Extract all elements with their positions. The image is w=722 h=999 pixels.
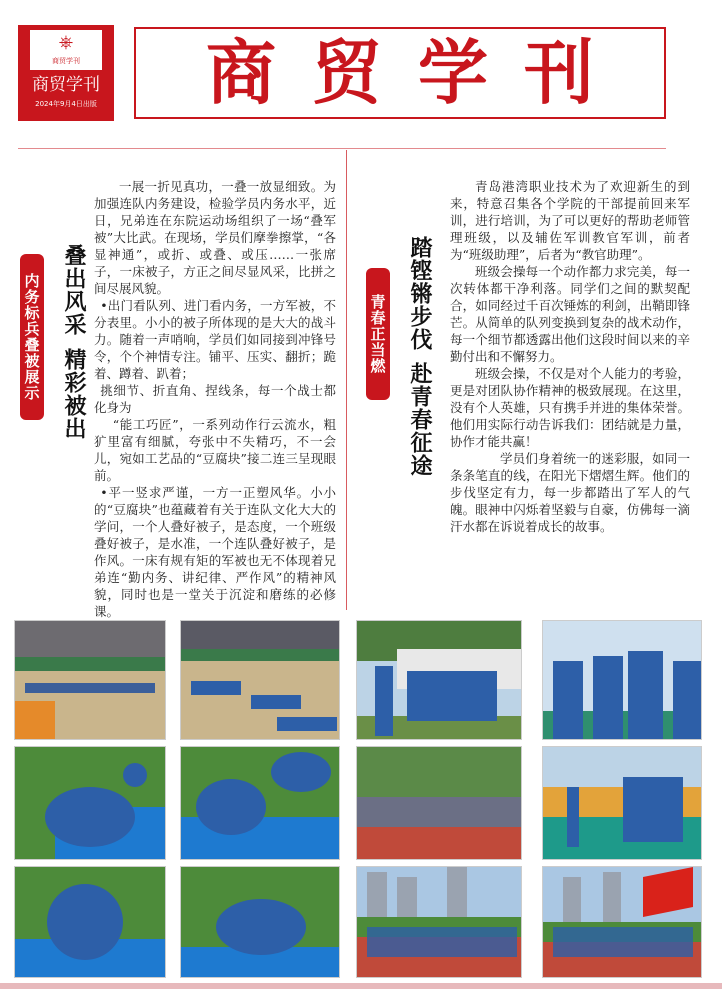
section-badge-right: 青春正当燃 <box>366 268 390 400</box>
photo-students-on-bleachers <box>356 746 522 860</box>
photo-student-smoothing-quilt <box>180 866 340 978</box>
photo-image <box>15 621 166 740</box>
photo-image <box>357 621 522 740</box>
photo-students-drill-on-track <box>356 866 522 978</box>
photo-image <box>357 867 522 978</box>
photo-student-kneeling-folding <box>14 866 166 978</box>
photo-indoor-gym-overview <box>14 620 166 740</box>
left-paragraph: 一展一折见真功，一叠一放显细致。为加强连队内务建设，检验学员内务水平，近日，兄弟连在东院运动场组织了一场“叠军被”大比武。在现场，学员们摩拳擦掌，“各显神通”，或折、或叠、或压……一张席子，一床被子，方正之间尽显风采，比拼之间尽展风貌。 <box>94 179 336 296</box>
photo-students-lined-up-by-wall <box>356 620 522 740</box>
right-paragraph: 班级会操每一个动作都力求完美，每一次转体都干净利落。同学们之间的默契配合，如同经过千百次锤炼的利剑，出鞘即锋芒。从简单的队列变换到复杂的战术动作，每一个细节都透露出他们这段时间以来的辛勤付出和不懈努力。 <box>450 264 690 364</box>
photo-indoor-gym-folding <box>180 620 340 740</box>
photo-students-marching-track <box>542 746 702 860</box>
left-paragraph: •平一竖求严谨，一方一正塑风华。小小的“豆腐块”也蕴藏着有关于连队文化大大的学问，一个人叠好被子，是态度，一个班级叠好被子，是水准，一个连队叠好被子，是作风。一床有规有矩的军被也无不体现着兄弟连“勤内务、讲纪律、严作风”的精神风貌，同时也是一堂关于沉淀和磨练的必修课。 <box>94 485 336 619</box>
right-paragraph: 青岛港湾职业技术为了欢迎新生的到来，特意召集各个学院的干部提前回来军训，进行培训，为了可以更好的帮助老师管理班级，以及辅佐军训教官军训，前者为“班级助理”，后者为“教官助理”。 <box>450 179 690 262</box>
photo-image <box>15 867 166 978</box>
section-badge-left: 内务标兵叠被展示 <box>20 254 44 420</box>
right-paragraph: 学员们身着统一的迷彩服，如同一条条笔直的线，在阳光下熠熠生辉。他们的步伐坚定有力，每一步都踏出了军人的气魄。眼神中闪烁着坚毅与自豪，仿佛每一滴汗水都在诉说着成长的故事。 <box>450 451 690 534</box>
photo-image <box>15 747 166 860</box>
right-article <box>450 178 690 535</box>
left-title-line1: 叠出风采 <box>61 244 86 336</box>
logo-text: 商贸学刊 <box>52 57 80 65</box>
left-title-line2: 精彩被出 <box>61 348 86 440</box>
photo-students-in-formation-close <box>542 620 702 740</box>
journal-name: 商贸学刊 <box>32 75 100 95</box>
left-paragraph: 挑细节、折直角、捏线条，每一个战士都化身为 <box>94 383 336 415</box>
left-paragraph: “能工巧匠”，一系列动作行云流水，粗犷里富有细腻，夸张中不失精巧，不一会儿，宛如工艺品的“豆腐块”接二连三呈现眼前。 <box>94 417 336 483</box>
photo-image <box>181 621 340 740</box>
photo-image <box>181 867 340 978</box>
photo-image <box>543 621 702 740</box>
left-paragraph: •出门看队列、进门看内务，一方军被，不分表里。小小的被子所体现的是大大的战斗力。随着一声哨响，学员们如同接到冲锋号令，个个神情专注。铺平、压实、翻折；跪着、蹲着、趴着； <box>94 298 336 381</box>
right-paragraph: 班级会操，不仅是对个人能力的考验，更是对团队协作精神的极致展现。在这里，没有个人英雄，只有携手并进的集体荣誉。他们用实际行动告诉我们：团结就是力量，协作才能共赢！ <box>450 366 690 449</box>
footer-bar <box>0 983 722 989</box>
left-article <box>94 178 336 620</box>
header-divider <box>18 148 666 149</box>
page-title: 商贸学刊 <box>206 31 630 114</box>
photo-student-folding-quilt-blue-mat <box>14 746 166 860</box>
photo-image <box>543 867 702 978</box>
photo-image <box>543 747 702 860</box>
photo-student-pressing-quilt <box>180 746 340 860</box>
column-divider <box>346 150 347 610</box>
logo-icon: ⎈ <box>58 32 74 53</box>
photo-image <box>357 747 522 860</box>
photo-students-with-red-flag <box>542 866 702 978</box>
issue-date: 2024年9月4日出版 <box>35 100 97 108</box>
right-title-line2: 赴青春征途 <box>407 362 432 477</box>
photo-image <box>181 747 340 860</box>
right-title-line1: 踏铿锵步伐 <box>407 236 432 351</box>
